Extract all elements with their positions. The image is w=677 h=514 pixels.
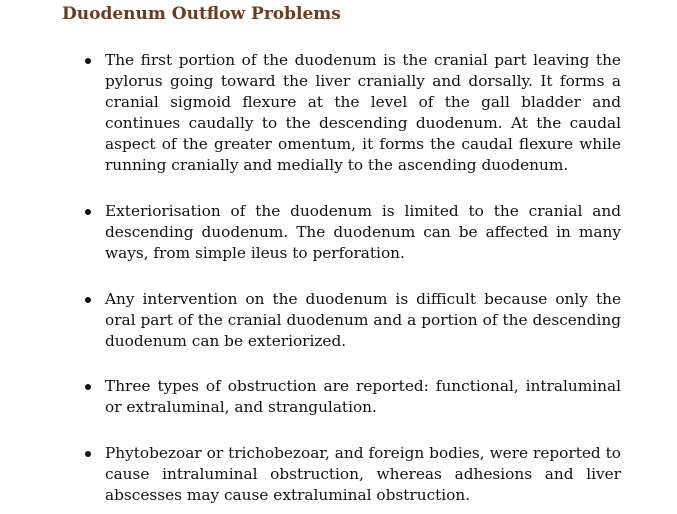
bullet-text: Any intervention on the duodenum is difficult because only the oral part of the cranial duodenum and a portion of the descending duodenum can be exteriorized. (105, 290, 621, 350)
bullet-text: Three types of obstruction are reported: functional, intraluminal or extraluminal, and strangulation. (105, 377, 621, 416)
section-heading: Duodenum Outflow Problems (62, 4, 341, 24)
bullet-text: Phytobezoar or trichobezoar, and foreign bodies, were reported to cause intraluminal obstruction, whereas adhesions and liver abscesses may cause extraluminal obstruction. (105, 444, 621, 504)
bullet-text: Exteriorisation of the duodenum is limited to the cranial and descending duodenum. The duodenum can be affected in many ways, from simple ileus to perforation. (105, 202, 621, 262)
bullet-text: The first portion of the duodenum is the cranial part leaving the pylorus going toward the liver cranially and dorsally. It forms a cranial sigmoid flexure at the level of the gall bladder and continues caudally to the descending duodenum. At the caudal aspect of the greater omentum, it forms the caudal flexure while running cranially and medially to the ascending duodenum. (105, 51, 621, 174)
